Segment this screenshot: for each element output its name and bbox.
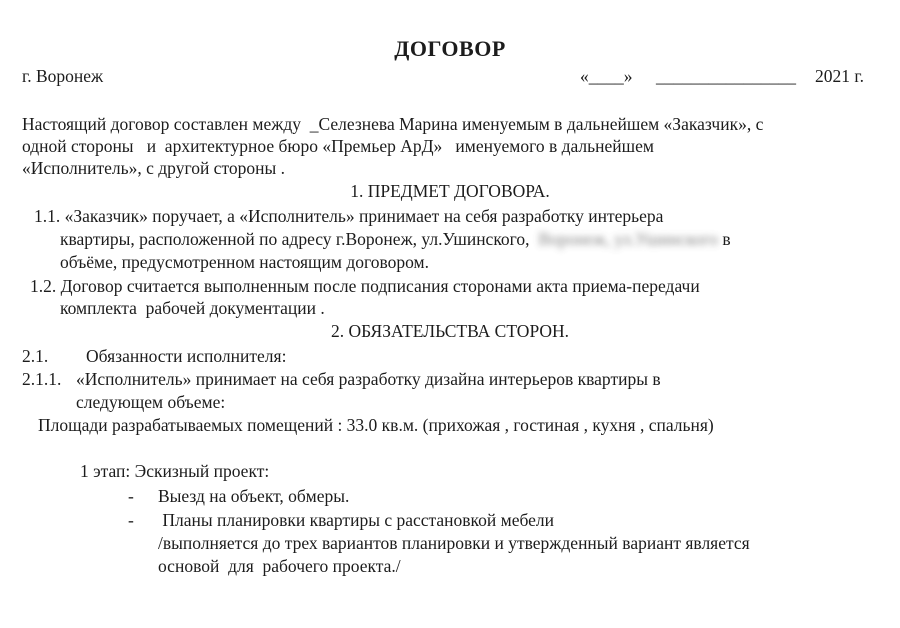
bullet-dash-1: - <box>128 486 134 506</box>
date-quote-close: » <box>623 66 633 86</box>
bullet-2-line-3: основой для рабочего проекта./ <box>158 556 401 576</box>
clause-2-1-1-number: 2.1.1. <box>22 369 62 389</box>
bullet-1-line-1: Выезд на объект, обмеры. <box>158 486 350 506</box>
date-day-blank: ____ <box>588 66 624 86</box>
clause-2-1-1-line-1: «Исполнитель» принимает на себя разработку дизайна интерьеров квартиры в <box>76 369 661 389</box>
area-line: Площади разрабатываемых помещений : 33.0 кв.м. (прихожая , гостиная , кухня , спальня) <box>38 415 714 435</box>
clause-2-1-text: Обязанности исполнителя: <box>86 346 287 366</box>
intro-line-2: одной стороны и архитектурное бюро «Премьер АрД» именуемого в дальнейшем <box>22 136 654 156</box>
clause-1-1-address: квартиры, расположенной по адресу г.Воронеж, ул.Ушинского, <box>60 229 530 249</box>
clause-1-2-line-1: 1.2. Договор считается выполненным после подписания сторонами акта приема-передачи <box>30 276 700 296</box>
clause-1-1-line-1: 1.1. «Заказчик» поручает, а «Исполнитель» принимает на себя разработку интерьера <box>34 206 664 226</box>
bullet-2-line-2: /выполняется до трех вариантов планировки и утвержденный вариант является <box>158 533 750 553</box>
date-line <box>580 66 633 86</box>
clause-1-1-tail: в <box>722 229 731 249</box>
clause-1-1-line-2 <box>60 229 731 249</box>
clause-1-2-line-2: комплекта рабочей документации . <box>60 298 325 318</box>
clause-2-1-number: 2.1. <box>22 346 49 366</box>
redacted-address: Воронеж, ул.Ушинского <box>538 229 718 249</box>
clause-2-1-1-line-2: следующем объеме: <box>76 392 226 412</box>
section-1-heading: 1. ПРЕДМЕТ ДОГОВОРА. <box>350 181 550 201</box>
date-quote-open: « <box>580 66 589 86</box>
date-month-blank: ________________ <box>656 66 796 86</box>
bullet-2-line-1: Планы планировки квартиры с расстановкой мебели <box>158 510 555 530</box>
clause-1-1-line-3: объёме, предусмотренном настоящим договором. <box>60 252 429 272</box>
document-title: ДОГОВОР <box>394 36 506 61</box>
section-2-heading: 2. ОБЯЗАТЕЛЬСТВА СТОРОН. <box>330 321 570 341</box>
date-year: 2021 г. <box>815 66 864 86</box>
bullet-dash-2: - <box>128 510 134 530</box>
stage-1-title: 1 этап: Эскизный проект: <box>80 461 270 481</box>
city-label: г. Воронеж <box>22 66 104 86</box>
intro-line-3: «Исполнитель», с другой стороны . <box>22 158 285 178</box>
intro-line-1: Настоящий договор составлен между _Селезнева Марина именуемым в дальнейшем «Заказчик», с <box>22 114 764 134</box>
